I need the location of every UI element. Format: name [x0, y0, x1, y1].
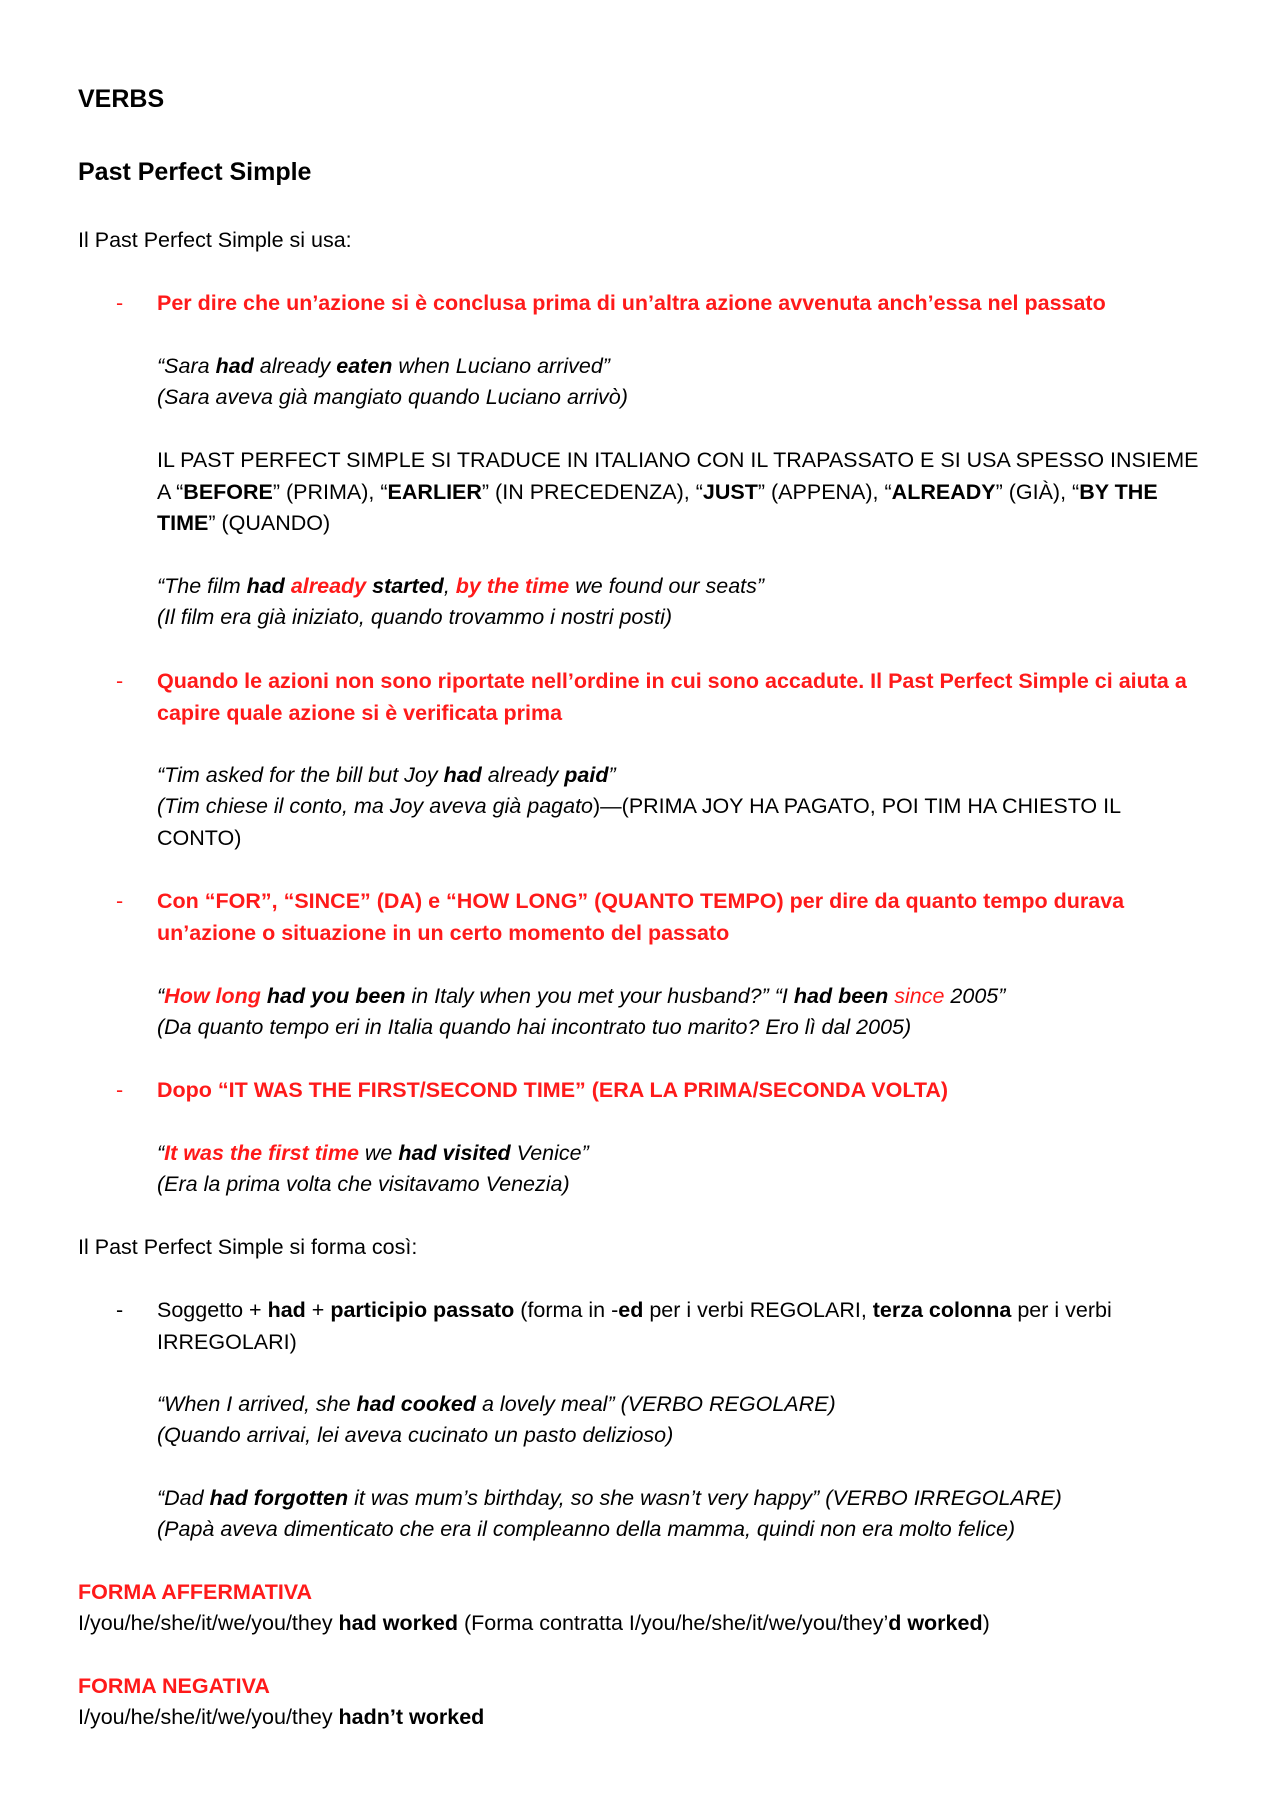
form-text: ): [982, 1611, 990, 1635]
bullet-5: [78, 1295, 1209, 1358]
example-text: “Sara: [157, 354, 216, 378]
translation-note: )—(PRIMA JOY HA PAGATO, POI TIM HA CHIESTO IL CONTO): [157, 794, 1121, 850]
example-text: ”: [608, 763, 616, 787]
form-keyword: had worked: [338, 1611, 459, 1635]
note-text: ” (QUANDO): [208, 511, 331, 535]
bullet-dash: -: [116, 291, 124, 315]
example-verb: had: [215, 354, 254, 378]
example-4: [78, 981, 1237, 1013]
note-keyword: JUST: [702, 479, 758, 504]
example-2-translation: (Il film era già iniziato, quando trovammo i nostri posti): [157, 605, 673, 629]
example-4-translation: (Da quanto tempo eri in Italia quando hai incontrato tuo marito? Ero lì dal 2005): [157, 1015, 912, 1039]
note-keyword: EARLIER: [387, 479, 482, 504]
example-5-translation: (Era la prima volta che visitavamo Venezia): [157, 1172, 570, 1196]
example-text: 2005”: [944, 984, 1006, 1008]
example-text: a lovely meal” (VERBO REGOLARE): [476, 1392, 836, 1416]
affirmative-title: FORMA AFFERMATIVA: [78, 1580, 313, 1604]
example-verb: had: [443, 763, 482, 787]
bullet-dash: -: [116, 669, 124, 693]
note-keyword: ALREADY: [891, 479, 996, 504]
formation-intro: Il Past Perfect Simple si forma così:: [78, 1235, 418, 1259]
formula-keyword: participio passato: [330, 1298, 515, 1322]
note-text: IL PAST PERFECT SIMPLE SI TRADUCE IN ITALIANO CON IL TRAPASSATO E SI USA SPESSO INSIEME A “: [157, 448, 1199, 504]
example-text: “: [157, 984, 165, 1008]
example-text: “Dad: [157, 1486, 210, 1510]
example-text: “When I arrived, she: [157, 1392, 357, 1416]
example-5: [78, 1138, 1207, 1170]
example-keyword: already: [290, 574, 367, 598]
intro-text: Il Past Perfect Simple si usa:: [78, 228, 352, 252]
form-text: I/you/he/she/it/we/you/they: [78, 1611, 339, 1635]
example-text: ,: [443, 574, 456, 598]
bullet-2-heading: Quando le azioni non sono riportate nell’ordine in cui sono accadute. Il Past Perfect Simple ci aiuta a capire quale azione si è verificata prima: [157, 669, 1187, 725]
note-text: ” (GIÀ), “: [995, 479, 1080, 504]
example-7: [78, 1483, 1237, 1515]
example-verb: had cooked: [356, 1392, 477, 1416]
bullet-dash: -: [116, 889, 124, 913]
example-keyword: How long: [164, 984, 261, 1008]
formula-keyword: terza colonna: [872, 1298, 1012, 1322]
bullet-dash: -: [116, 1078, 124, 1102]
translation-text: (Tim chiese il conto, ma Joy aveva già pagato: [157, 794, 593, 818]
example-text: in Italy when you met your husband?” “I: [405, 984, 794, 1008]
form-text: I/you/he/she/it/we/you/they: [78, 1705, 339, 1729]
example-text: “The film: [157, 574, 247, 598]
example-verb: started: [372, 574, 444, 598]
example-text: we found our seats”: [569, 574, 765, 598]
example-7-translation: (Papà aveva dimenticato che era il compleanno della mamma, quindi non era molto felice): [157, 1517, 1016, 1541]
example-keyword: by the time: [455, 574, 570, 598]
example-verb: had forgotten: [209, 1486, 349, 1510]
note-text: ” (IN PRECEDENZA), “: [481, 479, 703, 504]
example-verb: paid: [564, 763, 609, 787]
example-text: we: [358, 1141, 399, 1165]
example-3-translation: [78, 791, 1207, 854]
example-text: “: [157, 1141, 165, 1165]
bullet-dash: -: [116, 1298, 124, 1322]
bullet-3: [78, 886, 1209, 949]
bullet-4: [78, 1075, 1209, 1107]
example-2: [78, 571, 1207, 603]
example-verb: eaten: [336, 354, 393, 378]
form-text: (Forma contratta I/you/he/she/it/we/you/they’: [458, 1611, 889, 1635]
page-title: VERBS: [78, 85, 165, 113]
formula-text: per i verbi IRREGOLARI): [157, 1298, 1112, 1354]
bullet-4-heading: Dopo “IT WAS THE FIRST/SECOND TIME” (ERA LA PRIMA/SECONDA VOLTA): [157, 1078, 949, 1102]
example-1-translation: (Sara aveva già mangiato quando Luciano arrivò): [157, 385, 628, 409]
note-text: ” (APPENA), “: [757, 479, 892, 504]
example-text: “Tim asked for the bill but Joy: [157, 763, 444, 787]
note-keyword: BY THE TIME: [157, 479, 1158, 535]
bullet-1-heading: Per dire che un’azione si è conclusa prima di un’altra azione avvenuta anch’essa nel passato: [157, 291, 1106, 315]
example-verb: had visited: [398, 1141, 511, 1165]
example-text: when Luciano arrived”: [392, 354, 610, 378]
section-title: Past Perfect Simple: [78, 158, 312, 186]
example-text: already: [481, 763, 565, 787]
formula-text: (forma in -: [514, 1298, 619, 1322]
bullet-2: [78, 666, 1209, 729]
example-verb: had: [246, 574, 285, 598]
example-verb: had been: [793, 984, 889, 1008]
example-keyword: since: [894, 984, 945, 1008]
formula-text: Soggetto +: [157, 1298, 268, 1322]
negative-title: FORMA NEGATIVA: [78, 1674, 270, 1698]
bullet-1: [78, 288, 1280, 320]
negative-form: [78, 1702, 484, 1734]
formula-keyword: had: [267, 1298, 306, 1322]
usage-note: [78, 445, 1209, 540]
example-1: [78, 351, 1207, 383]
example-6-translation: (Quando arrivai, lei aveva cucinato un pasto delizioso): [157, 1423, 674, 1447]
bullet-3-heading: Con “FOR”, “SINCE” (DA) e “HOW LONG” (QUANTO TEMPO) per dire da quanto tempo durava un’azione o situazione in un certo momento del passato: [157, 889, 1125, 945]
example-text: Venice”: [510, 1141, 589, 1165]
note-keyword: BEFORE: [183, 479, 273, 504]
example-6: [78, 1389, 1207, 1421]
example-3: [78, 760, 1207, 792]
form-keyword: d worked: [888, 1611, 983, 1635]
formula-text: +: [305, 1298, 331, 1322]
affirmative-form: [78, 1608, 1208, 1640]
note-text: ” (PRIMA), “: [272, 479, 388, 504]
form-keyword: hadn’t worked: [338, 1705, 485, 1729]
formula-keyword: ed: [618, 1298, 644, 1322]
example-verb: had you been: [266, 984, 406, 1008]
example-keyword: It was the first time: [164, 1141, 359, 1165]
formula-text: per i verbi REGOLARI,: [643, 1298, 873, 1322]
example-text: it was mum’s birthday, so she wasn’t very happy” (VERBO IRREGOLARE): [348, 1486, 1062, 1510]
example-text: already: [253, 354, 337, 378]
